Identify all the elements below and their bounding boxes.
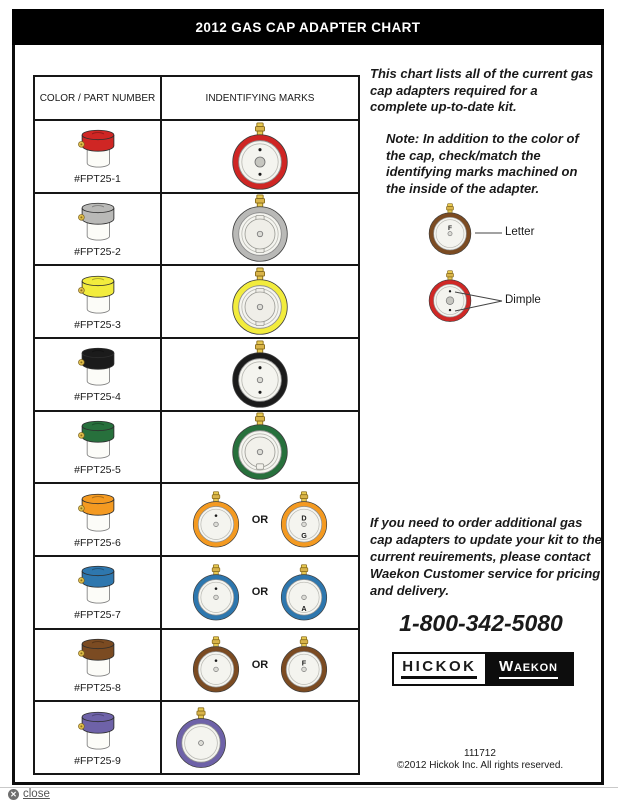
table-row-yellow xyxy=(35,266,358,339)
brass-fitting-icon xyxy=(300,637,308,648)
identifying-marks-cell xyxy=(162,630,358,701)
legend-letter-adapter-image xyxy=(427,203,473,256)
document-number: 111712 xyxy=(464,748,496,759)
legend-label-dimple: Dimple xyxy=(505,294,541,306)
gas-cap-image-purple xyxy=(72,709,124,754)
color-part-cell xyxy=(35,121,162,192)
brass-fitting-icon xyxy=(300,492,308,503)
table-row-gray xyxy=(35,194,358,267)
part-number-label: #FPT25-6 xyxy=(74,536,121,549)
color-part-cell xyxy=(35,702,162,773)
close-icon[interactable]: ✕ xyxy=(8,789,19,800)
phone-number: 1-800-342-5080 xyxy=(399,610,563,636)
order-paragraph: If you need to order additional gas cap adapters to update your kit to the current reuirements, please contact Waekon Customer service for pricing and delivery. xyxy=(370,515,602,598)
adapter-table-body xyxy=(35,121,358,773)
color-part-cell xyxy=(35,266,162,337)
color-part-cell xyxy=(35,194,162,265)
color-part-cell xyxy=(35,557,162,628)
gas-cap-image-green xyxy=(72,418,124,463)
table-row-orange xyxy=(35,484,358,557)
gas-cap-image-red xyxy=(72,127,124,172)
gas-cap-image-orange xyxy=(72,491,124,536)
note-paragraph: Note: In addition to the color of the cap, check/match the identifying marks machined on the inside of the adapter. xyxy=(386,131,579,196)
identifying-marks-cell xyxy=(162,194,358,265)
identifying-marks-cell xyxy=(162,266,358,337)
hickok-logo xyxy=(394,654,485,684)
brass-fitting-icon xyxy=(300,564,308,575)
svg-text:D: D xyxy=(301,513,307,523)
part-number-label: #FPT25-7 xyxy=(74,609,121,622)
brass-fitting-icon xyxy=(447,271,454,281)
part-number-label: #FPT25-3 xyxy=(74,318,121,331)
gas-cap-image-brown xyxy=(72,636,124,681)
header-identifying-marks: INDENTIFYING MARKS xyxy=(205,92,315,104)
svg-text:F: F xyxy=(302,658,307,668)
part-number-label: #FPT25-8 xyxy=(74,681,121,694)
waekon-wordmark: WAEKON xyxy=(499,659,558,679)
adapter-mark-image xyxy=(230,122,290,191)
brass-fitting-icon xyxy=(212,564,220,575)
waekon-logo xyxy=(485,654,572,684)
adapter-mark-image xyxy=(230,267,290,336)
part-number-label: #FPT25-1 xyxy=(74,173,121,186)
gas-cap-image-gray xyxy=(72,200,124,245)
hickok-waekon-logo xyxy=(392,652,574,686)
brass-fitting-icon xyxy=(255,123,264,136)
legend-label-letter: Letter xyxy=(505,226,535,238)
close-button-label[interactable]: close xyxy=(23,788,50,800)
adapter-mark-image xyxy=(191,636,241,694)
brass-fitting-icon xyxy=(255,341,264,354)
color-part-cell xyxy=(35,339,162,410)
adapter-mark-image xyxy=(279,491,329,549)
gas-cap-image-yellow xyxy=(72,273,124,318)
adapter-mark-image xyxy=(230,194,290,263)
brass-fitting-icon xyxy=(212,637,220,648)
identifying-marks-cell xyxy=(162,412,358,483)
svg-text:A: A xyxy=(301,603,307,613)
intro-paragraph: This chart lists all of the current gas cap adapters required for a complete up-to-date kit. xyxy=(370,66,594,114)
brass-fitting-icon xyxy=(255,195,264,208)
color-part-cell xyxy=(35,484,162,555)
identifying-marks-cell xyxy=(162,702,358,773)
part-number-label: #FPT25-9 xyxy=(74,754,121,767)
brass-fitting-icon xyxy=(197,707,205,718)
copyright-text: ©2012 Hickok Inc. All rights reserved. xyxy=(396,760,564,771)
adapter-mark-image xyxy=(230,412,290,481)
table-row-blue xyxy=(35,557,358,630)
identifying-marks-cell xyxy=(162,121,358,192)
table-header-row xyxy=(35,77,358,121)
adapter-mark-image xyxy=(191,491,241,549)
color-part-cell xyxy=(35,630,162,701)
gas-cap-image-blue xyxy=(72,563,124,608)
brass-fitting-icon xyxy=(255,268,264,281)
header-color-part-number: COLOR / PART NUMBER xyxy=(35,77,162,119)
or-label: OR xyxy=(251,513,269,526)
adapter-mark-image xyxy=(279,636,329,694)
part-number-label: #FPT25-5 xyxy=(74,463,121,476)
hickok-wordmark: HICKOK xyxy=(401,659,477,679)
part-number-label: #FPT25-4 xyxy=(74,391,121,404)
page-title: 2012 GAS CAP ADAPTER CHART xyxy=(195,19,421,35)
adapter-mark-image xyxy=(174,707,228,769)
brass-fitting-icon xyxy=(212,492,220,503)
brass-fitting-icon xyxy=(447,204,454,214)
or-label: OR xyxy=(251,586,269,599)
close-button[interactable] xyxy=(8,788,50,800)
svg-text:F: F xyxy=(447,225,453,233)
lightbox-divider xyxy=(0,787,618,788)
gas-cap-image-black xyxy=(72,345,124,390)
legend-dimple-adapter-image xyxy=(427,270,473,323)
adapter-mark-image xyxy=(230,340,290,409)
chart-title-bar xyxy=(12,9,604,45)
table-row-purple xyxy=(35,702,358,773)
svg-text:G: G xyxy=(301,530,308,540)
identifying-marks-cell xyxy=(162,339,358,410)
adapter-mark-image xyxy=(191,564,241,622)
color-part-cell xyxy=(35,412,162,483)
table-row-red xyxy=(35,121,358,194)
identifying-marks-cell xyxy=(162,484,358,555)
adapter-table xyxy=(33,75,360,775)
table-row-green xyxy=(35,412,358,485)
brass-fitting-icon xyxy=(255,413,264,426)
part-number-label: #FPT25-2 xyxy=(74,245,121,258)
identifying-marks-cell xyxy=(162,557,358,628)
or-label: OR xyxy=(251,659,269,672)
table-row-brown xyxy=(35,630,358,703)
table-row-black xyxy=(35,339,358,412)
adapter-mark-image xyxy=(279,564,329,622)
